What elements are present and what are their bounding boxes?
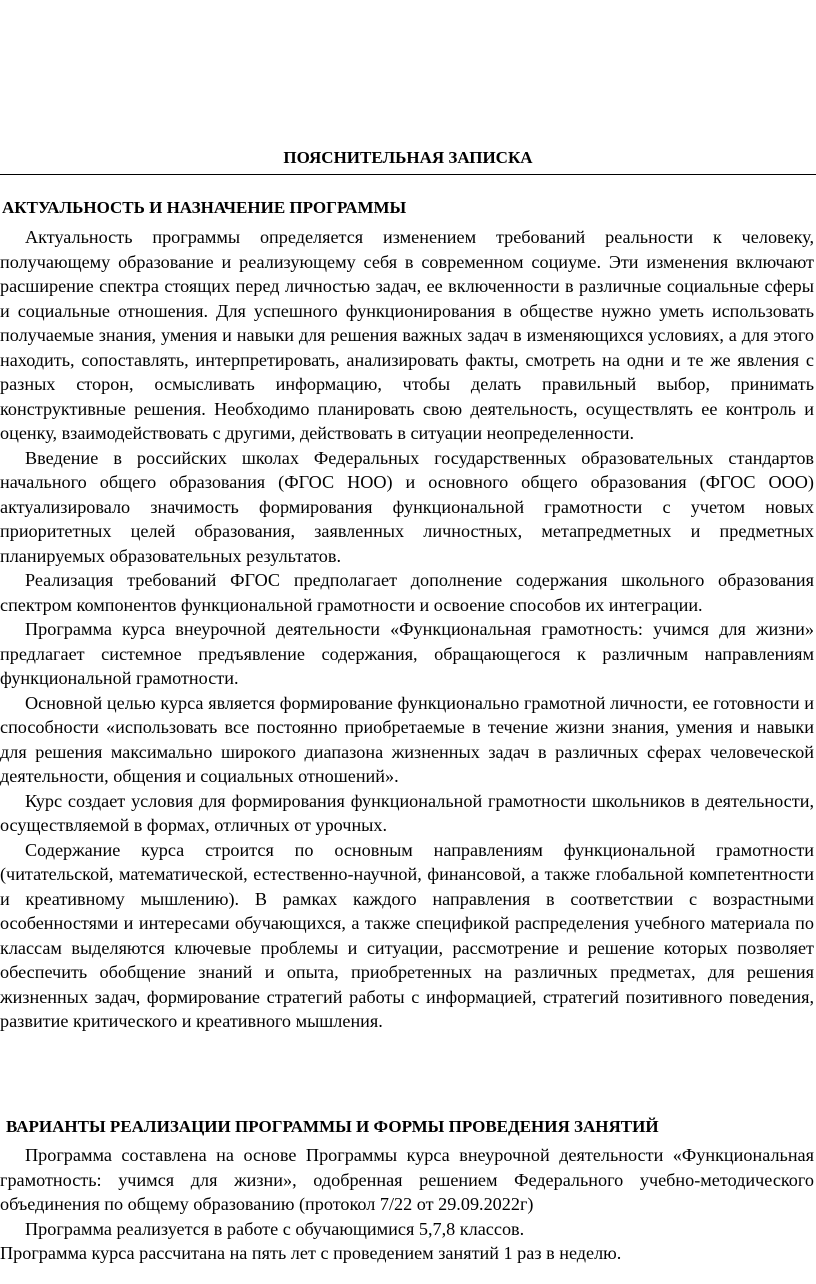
title-divider <box>0 174 816 175</box>
section-heading-variants: ВАРИАНТЫ РЕАЛИЗАЦИИ ПРОГРАММЫ И ФОРМЫ ПРОВЕДЕНИЯ ЗАНЯТИЙ <box>6 1117 659 1136</box>
paragraph: Программа курса внеурочной деятельности «Функциональная грамотность: учимся для жизни» предлагает системное предъявление содержания, обращающегося к различным направлениям функциональной грамотности. <box>0 619 814 688</box>
paragraph: Введение в российских школах Федеральных государственных образовательных стандартов начального общего образования (ФГОС НОО) и основного общего образования (ФГОС ООО) актуализировало значимость формирования функциональной грамотности с учетом новых приоритетных целей образования, заявленных личностных, метапредметных и предметных планируемых образовательных результатов. <box>0 447 814 566</box>
document-title: ПОЯСНИТЕЛЬНАЯ ЗАПИСКА <box>283 148 533 167</box>
section-body-actuality <box>0 225 814 1034</box>
section-heading-actuality: АКТУАЛЬНОСТЬ И НАЗНАЧЕНИЕ ПРОГРАММЫ <box>2 198 407 217</box>
paragraph: Программа составлена на основе Программы курса внеурочной деятельности «Функциональная грамотность: учимся для жизни», одобренная решением Федерального учебно-методического объединения по общему образованию (протокол 7/22 от 29.09.2022г) <box>0 1145 814 1214</box>
section-body-variants <box>0 1143 814 1266</box>
paragraph: Программа реализуется в работе с обучающимися 5,7,8 классов. <box>25 1218 525 1239</box>
paragraph: Актуальность программы определяется изменением требований реальности к человеку, получающему образование и реализующему себя в современном социуме. Эти изменения включают расширение спектра стоящих перед личностью задач, ее включенности в различные социальные сферы и социальные отношения. Для успешного функционирования в обществе нужно уметь использовать получаемые знания, умения и навыки для решения важных задач в изменяющихся условиях, а для этого находить, сопоставлять, интерпретировать, анализировать факты, смотреть на одни и те же явления с разных сторон, осмысливать информацию, чтобы делать правильный выбор, принимать конструктивные решения. Необходимо планировать свою деятельность, осуществлять ее контроль и оценку, взаимодействовать с другими, действовать в ситуации неопределенности. <box>0 227 814 443</box>
paragraph: Содержание курса строится по основным направлениям функциональной грамотности (читательской, математической, естественно-научной, финансовой, а также глобальной компетентности и креативному мышлению). В рамках каждого направления в соответствии с возрастными особенностями и интересами обучающихся, а также спецификой распределения учебного материала по классам выделяются ключевые проблемы и ситуации, рассмотрение и решение которых позволяет обеспечить обобщение знаний и опыта, приобретенных на различных предметах, для решения жизненных задач, формирование стратегий работы с информацией, стратегий позитивного поведения, развитие критического и креативного мышления. <box>0 839 814 1031</box>
paragraph: Курс создает условия для формирования функциональной грамотности школьников в деятельности, осуществляемой в формах, отличных от урочных. <box>0 790 814 835</box>
paragraph: Основной целью курса является формирование функционально грамотной личности, ее готовности и способности «использовать все постоянно приобретаемые в течение жизни знания, умения и навыки для решения максимально широкого диапазона жизненных задач в различных сферах человеческой деятельности, общения и социальных отношений». <box>0 692 814 786</box>
paragraph: Программа курса рассчитана на пять лет с проведением занятий 1 раз в неделю. <box>0 1243 622 1263</box>
paragraph: Реализация требований ФГОС предполагает дополнение содержания школьного образования спектром компонентов функциональной грамотности и освоение способов их интеграции. <box>0 570 814 615</box>
